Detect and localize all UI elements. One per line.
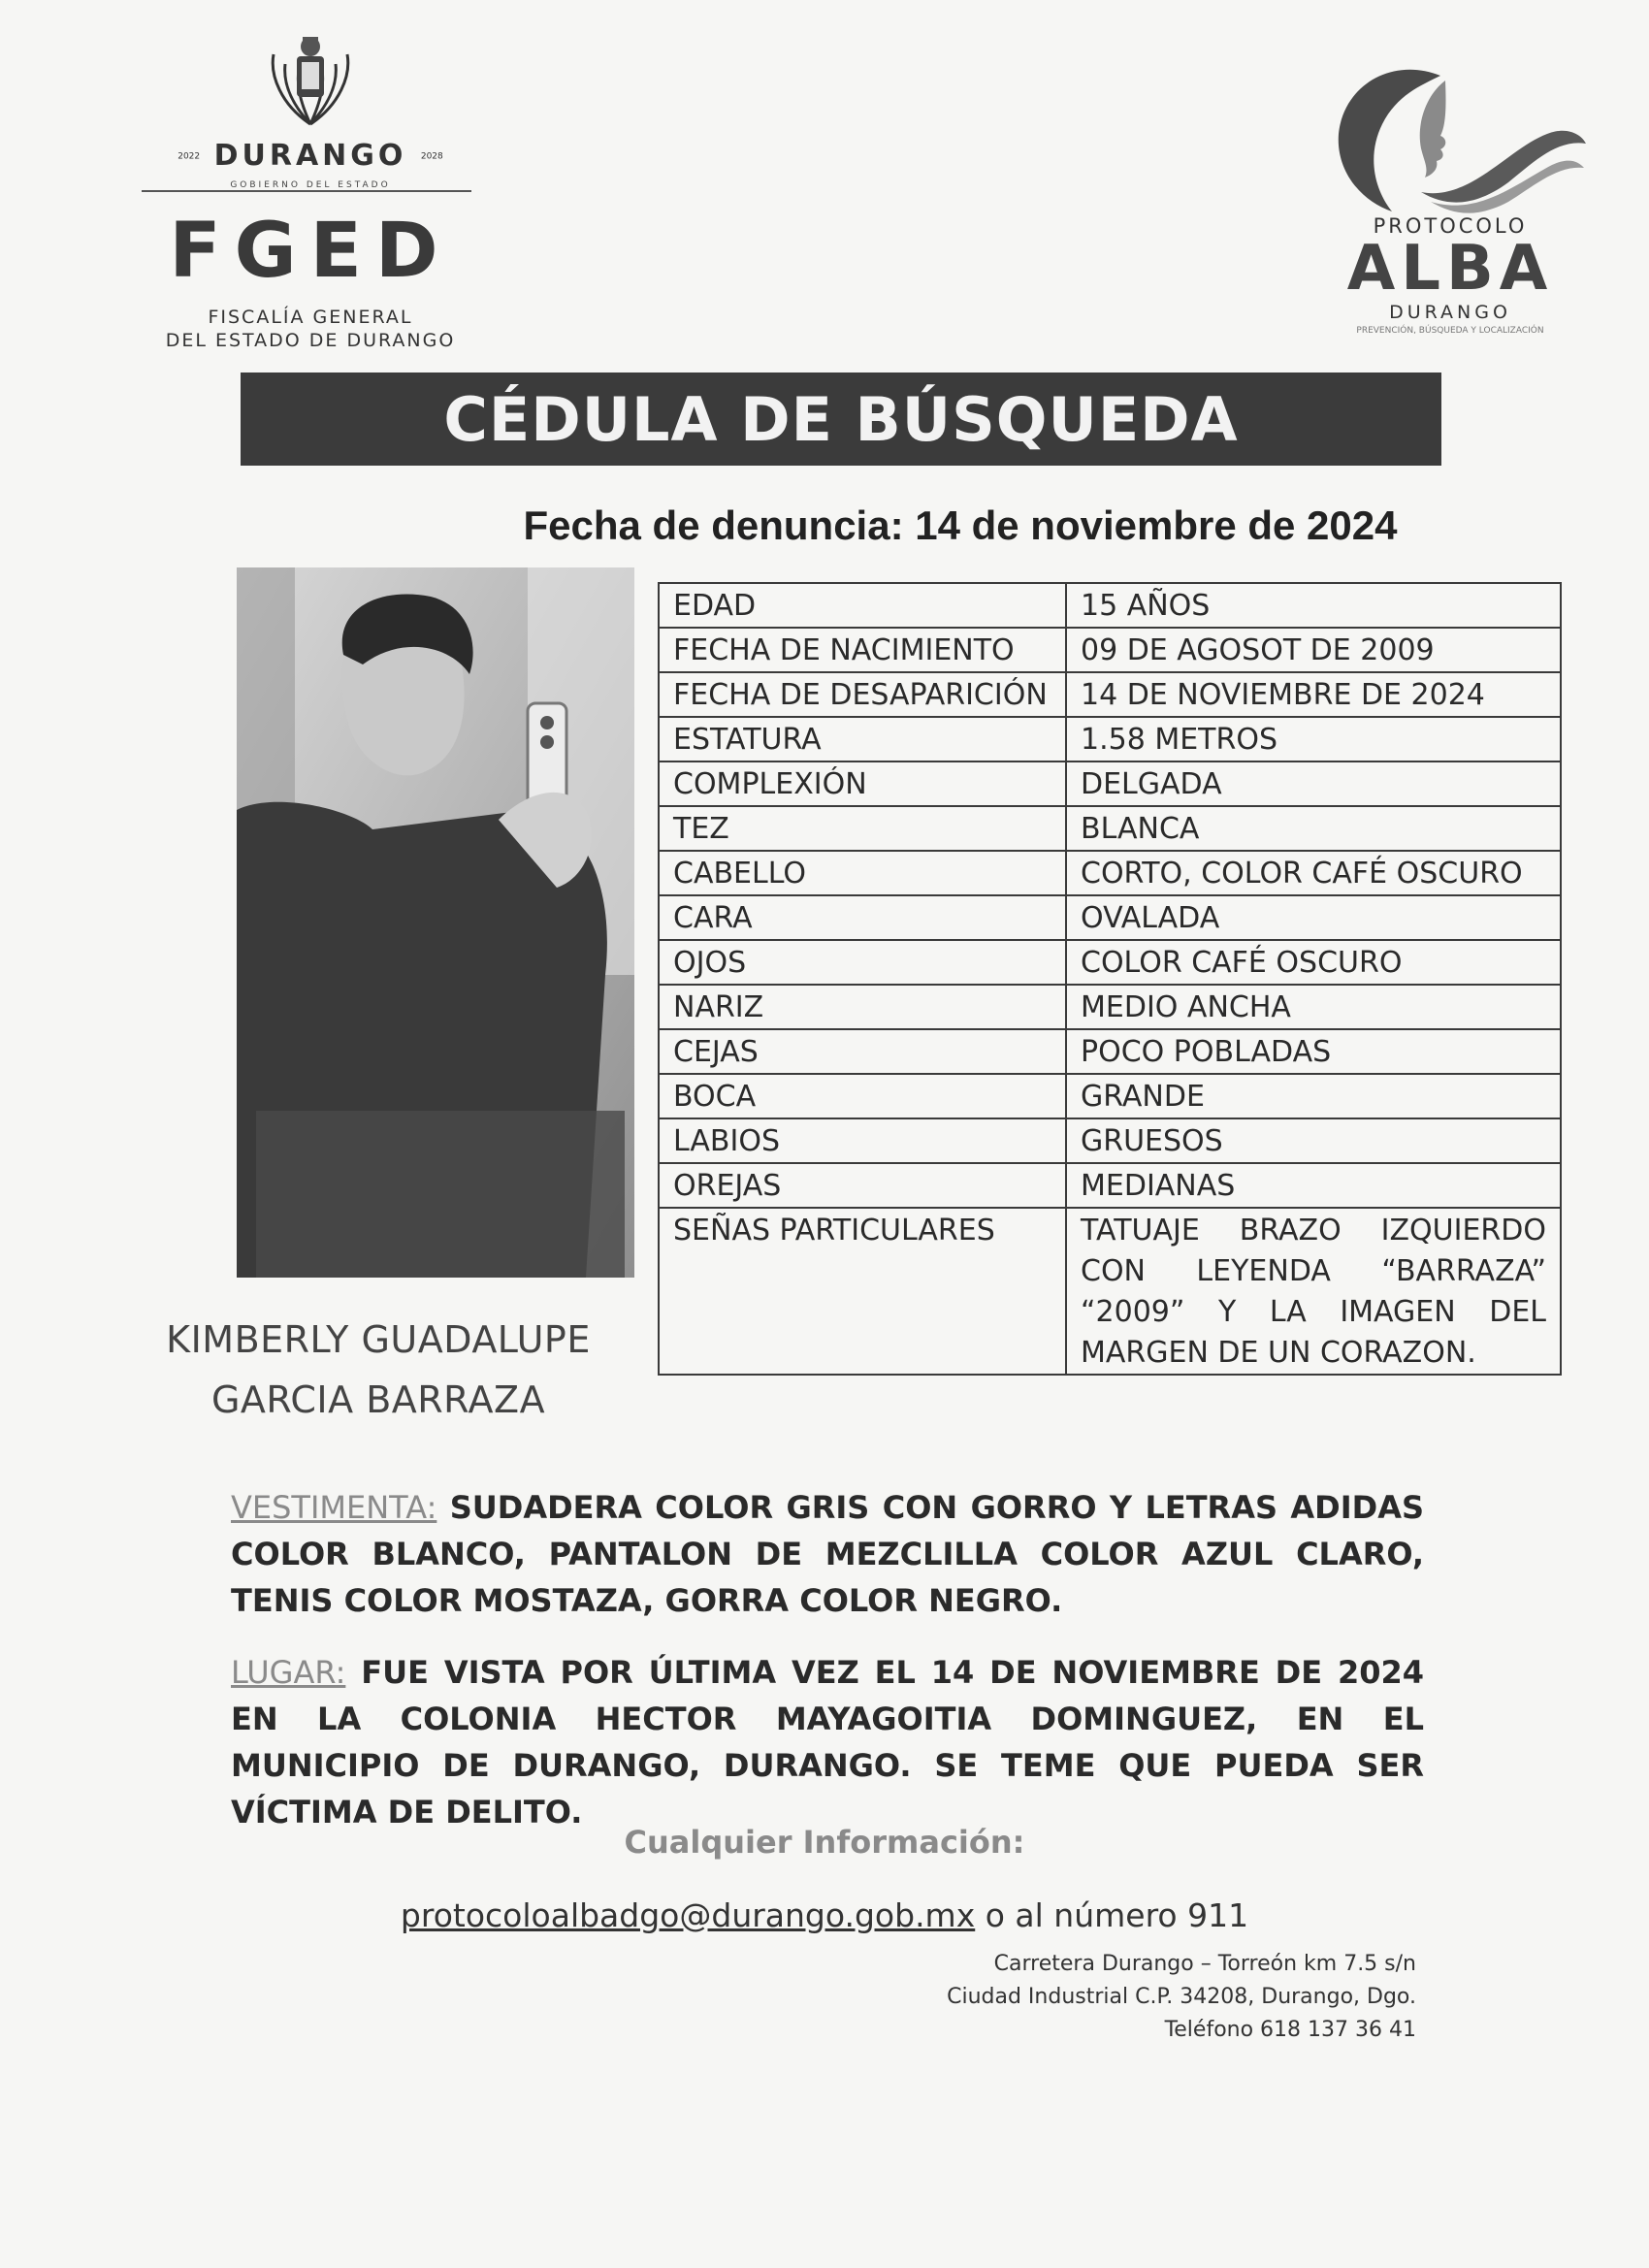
detail-value: POCO POBLADAS (1066, 1029, 1561, 1074)
table-row (659, 717, 1561, 761)
detail-label: TEZ (659, 806, 1066, 851)
table-row (659, 672, 1561, 717)
lugar-label: LUGAR: (231, 1654, 346, 1691)
detail-value: MEDIANAS (1066, 1163, 1561, 1208)
detail-value: BLANCA (1066, 806, 1561, 851)
detail-label: FECHA DE DESAPARICIÓN (659, 672, 1066, 717)
address-block (815, 1948, 1416, 2047)
fiscalia-line-2: DEL ESTADO DE DURANGO (165, 330, 456, 351)
details-table (658, 582, 1562, 1376)
detail-label: NARIZ (659, 985, 1066, 1029)
address-line-1: Carretera Durango – Torreón km 7.5 s/n (993, 1952, 1416, 1976)
contact-email-link[interactable]: protocoloalbadgo@durango.gob.mx (400, 1896, 976, 1934)
table-row (659, 628, 1561, 672)
detail-value: MEDIO ANCHA (1066, 985, 1561, 1029)
durango-name: DURANGO (213, 139, 407, 173)
table-row (659, 985, 1561, 1029)
detail-value: 1.58 METROS (1066, 717, 1561, 761)
table-row (659, 806, 1561, 851)
address-phone: Teléfono 618 137 36 41 (1164, 2018, 1416, 2042)
report-date: Fecha de denuncia: 14 de noviembre de 2024 (523, 502, 1398, 548)
detail-value: OVALADA (1066, 895, 1561, 940)
gobierno-subtitle: GOBIERNO DEL ESTADO (230, 180, 391, 190)
detail-value: COLOR CAFÉ OSCURO (1066, 940, 1561, 985)
lugar-paragraph (231, 1649, 1424, 1835)
table-row (659, 1163, 1561, 1208)
table-row (659, 1208, 1561, 1375)
detail-label: CABELLO (659, 851, 1066, 895)
protocolo-label: PROTOCOLO (1373, 214, 1528, 238)
detail-label: LABIOS (659, 1118, 1066, 1163)
alba-tagline: PREVENCIÓN, BÚSQUEDA Y LOCALIZACIÓN (1356, 326, 1544, 336)
lugar-text: FUE VISTA POR ÚLTIMA VEZ EL 14 DE NOVIEMBRE DE 2024 EN LA COLONIA HECTOR MAYAGOITIA DOMINGUEZ, EN EL MUNICIPIO DE DURANGO, DURANGO. SE TEME QUE PUEDA SER VÍCTIMA DE DELITO. (231, 1654, 1425, 1831)
table-row (659, 851, 1561, 895)
alba-woman-profile-icon (1324, 56, 1586, 221)
contact-line (291, 1896, 1358, 1934)
durango-year-end: 2028 (420, 151, 443, 162)
detail-value: CORTO, COLOR CAFÉ OSCURO (1066, 851, 1561, 895)
person-photo-image (237, 567, 634, 1278)
person-photo (237, 567, 634, 1278)
table-row (659, 895, 1561, 940)
alba-label: ALBA (1346, 233, 1554, 305)
table-row (659, 1118, 1561, 1163)
durango-crest-icon (252, 27, 369, 144)
person-name-line-2: GARCIA BARRAZA (210, 1378, 546, 1421)
fged-logo (136, 27, 485, 351)
durango-wordmark (136, 139, 485, 173)
detail-label: OREJAS (659, 1163, 1066, 1208)
detail-label: CARA (659, 895, 1066, 940)
durango-year-start: 2022 (178, 151, 201, 162)
vestimenta-label: VESTIMENTA: (231, 1489, 437, 1526)
person-name-line-1: KIMBERLY GUADALUPE (166, 1318, 591, 1361)
detail-label: ESTATURA (659, 717, 1066, 761)
table-row (659, 940, 1561, 985)
vestimenta-text: SUDADERA COLOR GRIS CON GORRO Y LETRAS ADIDAS COLOR BLANCO, PANTALON DE MEZCLILLA COLOR AZUL CLARO, TENIS COLOR MOSTAZA, GORRA COLOR NEGRO. (231, 1489, 1425, 1619)
detail-label: COMPLEXIÓN (659, 761, 1066, 806)
detail-value: GRUESOS (1066, 1118, 1561, 1163)
detail-value: 15 AÑOS (1066, 583, 1561, 628)
detail-label: CEJAS (659, 1029, 1066, 1074)
contact-heading: Cualquier Información: (624, 1824, 1025, 1861)
person-name (136, 1310, 621, 1430)
title-bar (241, 373, 1441, 466)
page-title: CÉDULA DE BÚSQUEDA (443, 383, 1239, 455)
table-row (659, 761, 1561, 806)
address-line-2: Ciudad Industrial C.P. 34208, Durango, Dgo. (947, 1985, 1416, 2009)
detail-value: 09 DE AGOSOT DE 2009 (1066, 628, 1561, 672)
detail-value: 14 DE NOVIEMBRE DE 2024 (1066, 672, 1561, 717)
detail-label: OJOS (659, 940, 1066, 985)
detail-value: TATUAJE BRAZO IZQUIERDO CON LEYENDA “BARRAZA” “2009” Y LA IMAGEN DEL MARGEN DE UN CORAZON. (1066, 1208, 1561, 1375)
logo-divider (142, 190, 471, 192)
detail-label: FECHA DE NACIMIENTO (659, 628, 1066, 672)
detail-label: SEÑAS PARTICULARES (659, 1208, 1066, 1375)
contact-phone-text: o al número 911 (975, 1896, 1249, 1934)
detail-value: DELGADA (1066, 761, 1561, 806)
fged-acronym: FGED (169, 208, 452, 295)
vestimenta-paragraph (231, 1484, 1424, 1624)
protocolo-alba-logo (1314, 56, 1586, 347)
detail-value: GRANDE (1066, 1074, 1561, 1118)
table-row (659, 1074, 1561, 1118)
alba-region: DURANGO (1389, 302, 1511, 323)
detail-label: EDAD (659, 583, 1066, 628)
table-row (659, 583, 1561, 628)
detail-label: BOCA (659, 1074, 1066, 1118)
table-row (659, 1029, 1561, 1074)
fiscalia-line-1: FISCALÍA GENERAL (208, 307, 413, 328)
